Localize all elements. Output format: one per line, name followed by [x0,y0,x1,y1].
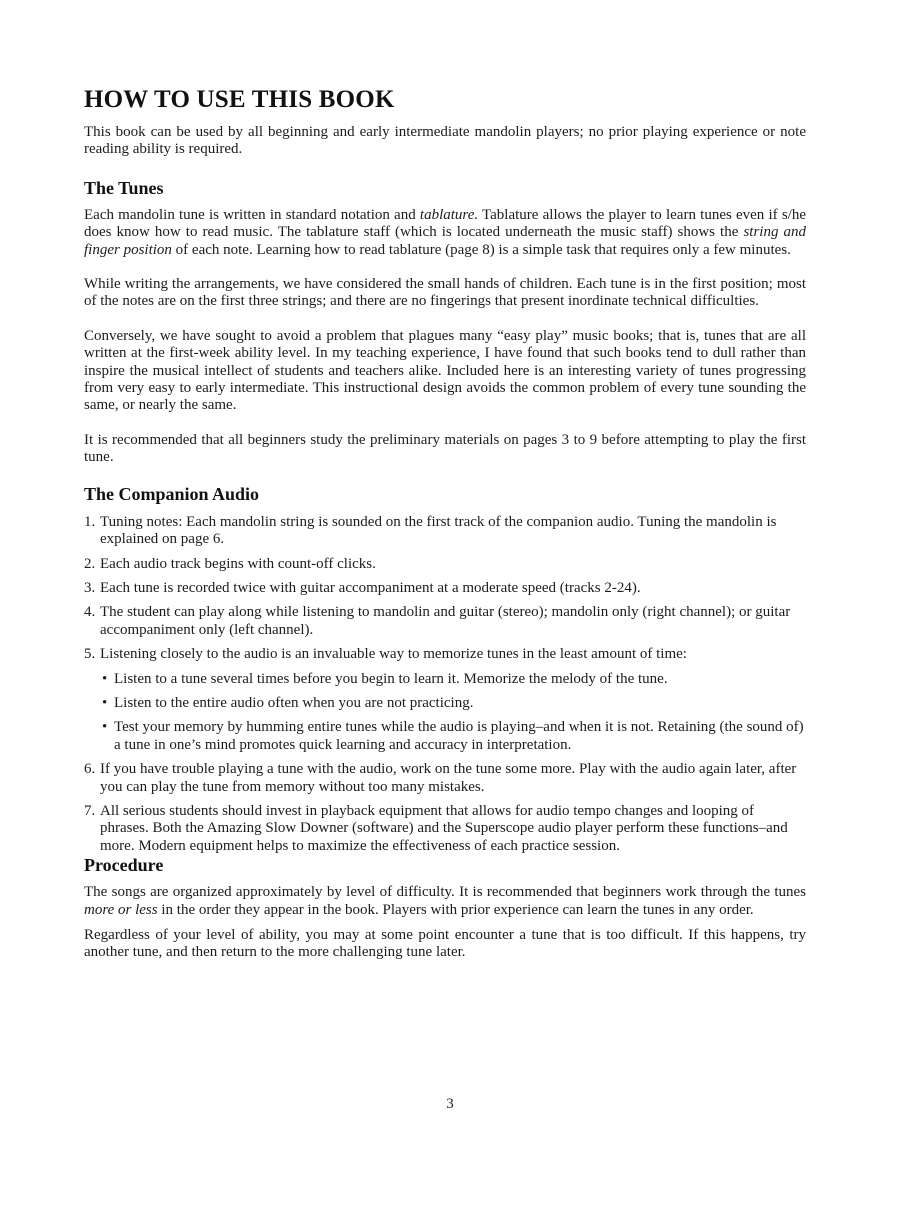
list-item [84,514,806,549]
section-tunes [84,178,806,467]
bullet-text: Listen to a tune several times before you begin to learn it. Memorize the melody of the tune. [114,670,668,687]
section-heading-tunes: The Tunes [84,177,164,198]
text-run: Tablature allows the player to learn tunes even if s/he does know how to read music. The tablature staff (which is located underneath the music staff) shows the [84,206,806,241]
bullet-text: Test your memory by humming entire tunes while the audio is playing–and when it is not. Retaining (the sound of) a tune in one’s mind promotes quick learning and accuracy in interpretation. [114,719,804,753]
list-item [84,646,806,754]
bullet-item [102,671,806,688]
bullet-glyph: • [102,670,108,687]
procedure-paragraph-1 [84,884,806,919]
procedure-paragraph-2: Regardless of your level of ability, you may at some point encounter a tune that is too difficult. If this happens, try another tune, and then return to the more challenging tune later. [84,927,806,961]
tunes-paragraph-2: While writing the arrangements, we have considered the small hands of children. Each tune is in the first position; most of the notes are on the first three strings; and there are no fingerings that present inordinate technical difficulties. [84,276,806,310]
list-number: 6. [84,761,96,778]
list-text: The student can play along while listening to mandolin and guitar (stereo); mandolin only (right channel); or guitar accompaniment only (left channel). [100,604,791,638]
audio-list [84,514,806,856]
tunes-paragraph-1 [84,207,806,259]
list-text: Listening closely to the audio is an invaluable way to memorize tunes in the least amount of time: [100,646,687,663]
list-text: All serious students should invest in playback equipment that allows for audio tempo changes and looping of phrases. Both the Amazing Slow Downer (software) and the Superscope audio player perform these functions–and more. Modern equipment helps to maximize the effectiveness of each practice session. [100,802,788,854]
list-text: Each audio track begins with count-off clicks. [100,555,376,572]
italic-run: tablature. [419,206,479,223]
text-run: The songs are organized approximately by level of difficulty. It is recommended that beginners work through the tunes [84,884,806,901]
bullet-glyph: • [102,719,108,736]
intro-paragraph: This book can be used by all beginning and early intermediate mandolin players; no prior playing experience or note reading ability is required. [84,124,806,158]
section-companion-audio [84,484,806,856]
bullet-text: Listen to the entire audio often when you are not practicing. [114,694,474,711]
list-item [84,803,806,855]
list-number: 5. [84,646,96,663]
list-item [84,580,806,597]
text-run: in the order they appear in the book. Players with prior experience can learn the tunes in any order. [157,901,754,918]
list-text: If you have trouble playing a tune with the audio, work on the tune some more. Play with the audio again later, after you can play the tune from memory without too many mistakes. [100,761,797,795]
section-procedure [84,855,806,962]
list-item [84,556,806,573]
bullet-item [102,695,806,712]
page-title: HOW TO USE THIS BOOK [84,86,395,113]
list-text: Each tune is recorded twice with guitar accompaniment at a moderate speed (tracks 2-24). [100,579,641,596]
bullet-list [100,671,806,755]
section-heading-procedure: Procedure [84,855,164,876]
tunes-paragraph-3: Conversely, we have sought to avoid a problem that plagues many “easy play” music books; that is, tunes that are all written at the first-week ability level. In my teaching experience, I have found that such books tend to dull rather than inspire the musical intellect of students and teachers alike. Included here is an interesting variety of tunes progressing from very easy to early intermediate. This instructional design avoids the common problem of every tune sounding the same, or nearly the same. [84,327,806,414]
page-content [84,86,806,970]
text-run: Each mandolin tune is written in standard notation and [84,206,420,223]
bullet-item [102,719,806,754]
list-item [84,604,806,639]
section-heading-audio: The Companion Audio [84,483,260,504]
list-item [84,761,806,796]
page-number: 3 [446,1096,454,1112]
list-number: 4. [84,604,96,621]
text-run: of each note. Learning how to read tablature (page 8) is a simple task that requires only a few minutes. [171,241,791,258]
italic-run: more or less [84,901,158,918]
bullet-glyph: • [102,694,108,711]
list-number: 3. [84,579,96,596]
list-number: 1. [84,513,96,530]
list-number: 2. [84,555,96,572]
list-number: 7. [84,802,96,819]
tunes-paragraph-4: It is recommended that all beginners study the preliminary materials on pages 3 to 9 before attempting to play the first tune. [84,431,806,466]
list-text: Tuning notes: Each mandolin string is sounded on the first track of the companion audio. Tuning the mandolin is explained on page 6. [100,513,777,548]
italic-run: string and finger position [84,224,806,258]
